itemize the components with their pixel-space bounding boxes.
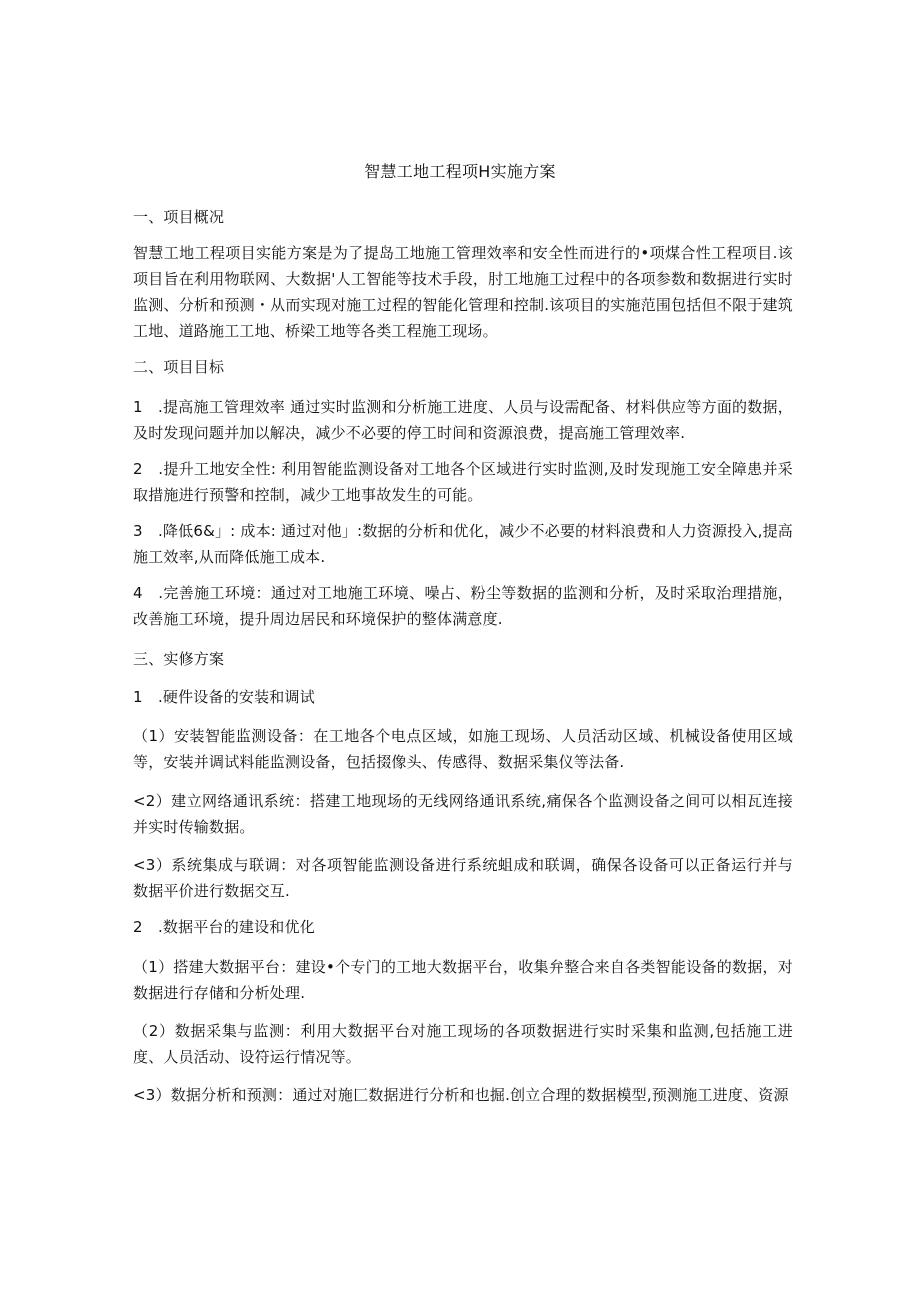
subsection-hardware: 1 .硬件设备的安装和调试 xyxy=(133,688,315,706)
platform-item-2: （2）数据采集与监测：利用大数据平台对施工现场的各项数据进行实时采集和监测,包括施工进度、人员活动、设符运行情况等。 xyxy=(133,1022,793,1066)
hardware-item-3: <3）系统集成与联调：对各项智能监测设备进行系统蛆成和联调，确保各设备可以正备运行并与数据平价进行数据交互. xyxy=(133,856,793,900)
section-heading-overview: 一、项目概况 xyxy=(133,208,225,226)
goal-item-3: 3 .降低6&」: 成本: 通过对他」:数据的分析和优化，减少不必要的材料浪费和人力资源投入,提高施工效率,从而降低施工成本. xyxy=(133,522,793,566)
platform-item-1: （1）搭建大数据平台：建设•个专门的工地大数据平台，收集弁整合来自各类智能设备的数据，对数据进行存储和分析处理. xyxy=(133,958,793,1002)
goal-item-4: 4 .完善施工环境：通过对工地施工环境、噪占、粉尘等数据的监测和分析，及时采取治理措施，改善施工环境，提升周边居民和环境保护的整体满意度. xyxy=(133,584,793,628)
section-heading-goals: 二、项目目标 xyxy=(133,358,225,376)
document-title: 智慧工地工程项H实施方案 xyxy=(364,162,556,181)
goal-item-1: 1 .提高施工管理效率 通过实时监测和分析施工进度、人员与设需配备、材料供应等方面的数据，及时发现问题并加以解决，减少不必要的停工时间和资源浪费，提高施工管理效率. xyxy=(133,398,793,442)
section-heading-plan: 三、实修方案 xyxy=(133,650,225,668)
subsection-data-platform: 2 .数据平台的建设和优化 xyxy=(133,918,315,936)
hardware-item-2: <2）建立网络通讯系统：搭建工地现场的无线网络通讯系统,痛保各个监测设备之间可以相瓦连接并实时传输数据。 xyxy=(133,792,793,836)
goal-item-2: 2 .提升工地安全性: 利用智能监测设备对工地各个区域进行实时监测,及时发现施工安全障患并采取措施进行预警和控制，减少工地事故发生的可能。 xyxy=(133,460,793,504)
platform-item-3: <3）数据分析和预测：通过对施匚数据进行分析和也掘.创立合理的数据模型,预测施工进度、资源 xyxy=(133,1086,789,1104)
paragraph-overview: 智慧工地工程项目实能方案是为了提岛工地施工管理效率和安全性而进行的•项煤合性工程项目.该项目旨在利用物联网、大数据'人工智能等技术手段，肘工地施工过程中的各项参数和数据进行实时监测、分析和预测・从而实现对施工过程的智能化管理和控制.该项目的实施范围包括但不限于建筑工地、道路施工工地、桥梁工地等各类工程施工现场。 xyxy=(133,244,793,340)
hardware-item-1: （1）安装智能监测设备：在工地各个电点区域，如施工现场、人员活动区域、机械设备使用区域等，安装并调试料能监测设备，包括掇像头、传感得、数据采集仪等法备. xyxy=(133,727,793,771)
